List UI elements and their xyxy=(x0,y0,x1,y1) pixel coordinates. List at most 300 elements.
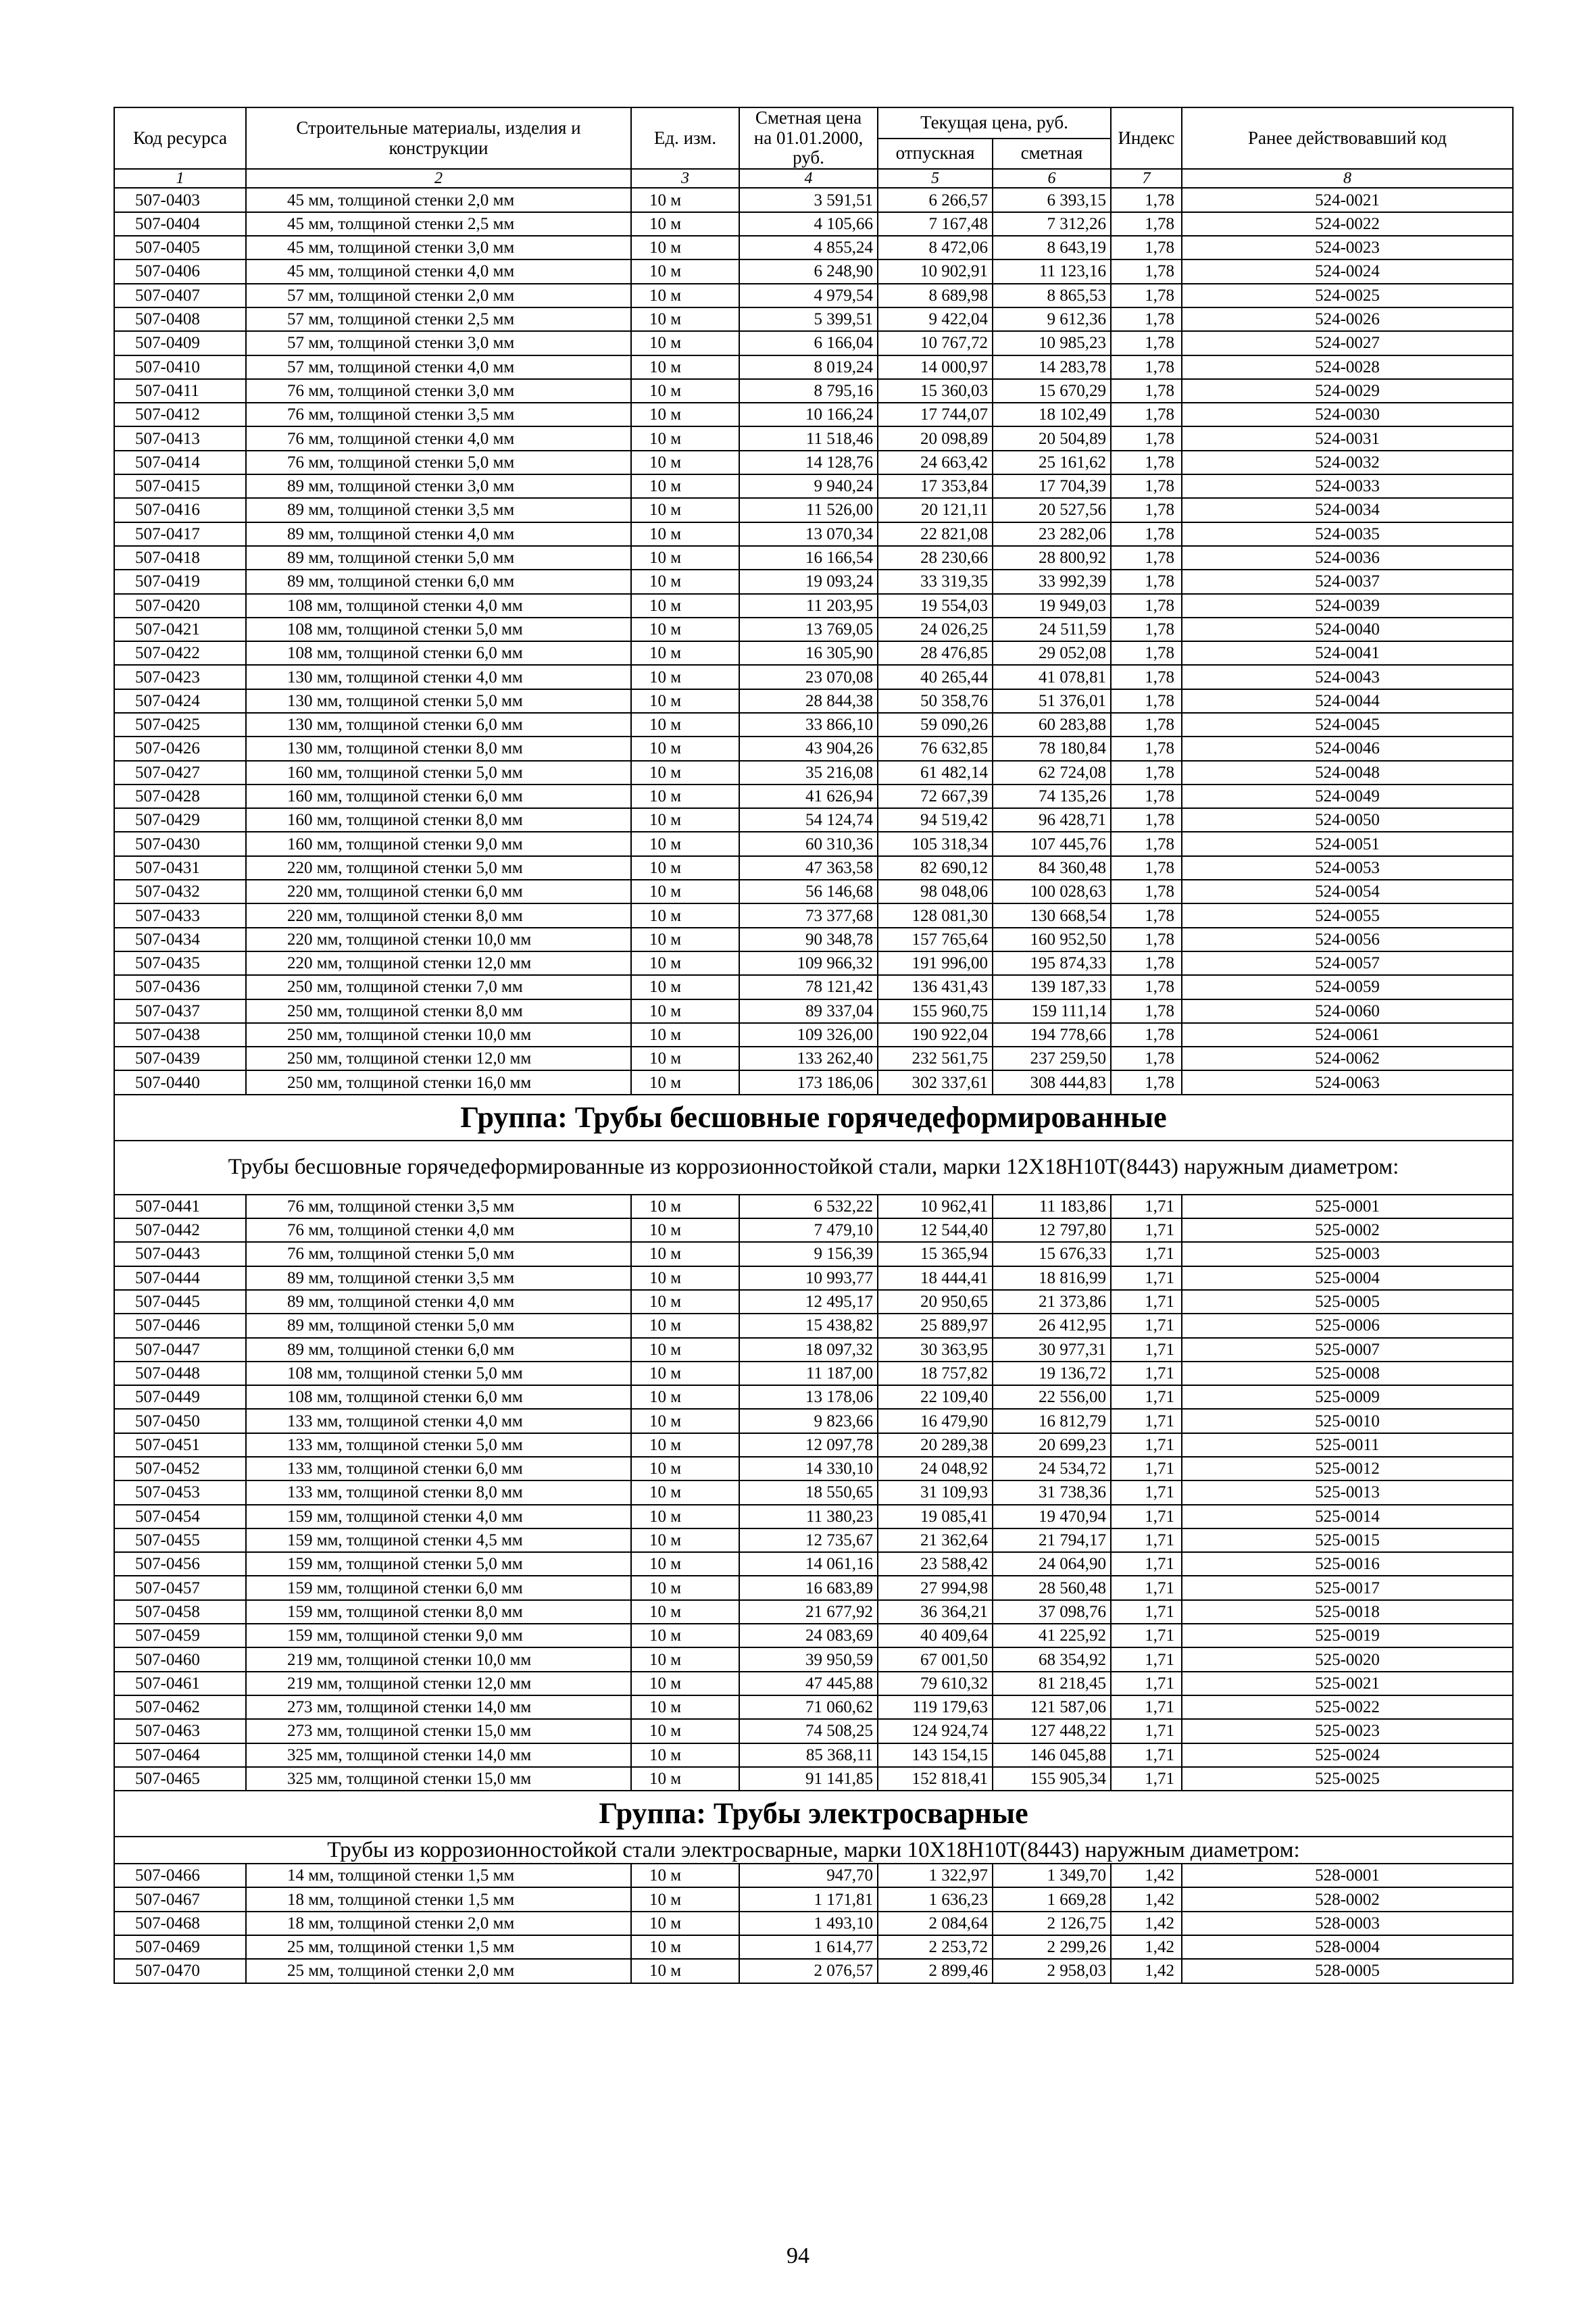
material-name-cell: 130 мм, толщиной стенки 5,0 мм xyxy=(246,689,631,713)
unit-cell: 10 м xyxy=(631,1767,739,1791)
release-price-cell: 94 519,42 xyxy=(878,808,993,832)
table-row xyxy=(114,689,1513,713)
index-cell: 1,42 xyxy=(1111,1912,1182,1935)
material-name-cell: 133 мм, толщиной стенки 4,0 мм xyxy=(246,1409,631,1433)
previous-code-cell: 524-0046 xyxy=(1182,737,1513,760)
unit-cell: 10 м xyxy=(631,1362,739,1385)
table-row xyxy=(114,259,1513,283)
release-price-cell: 136 431,43 xyxy=(878,975,993,999)
index-cell: 1,71 xyxy=(1111,1409,1182,1433)
resource-code-cell: 507-0406 xyxy=(114,259,246,283)
estimated-price-cell: 2 299,26 xyxy=(993,1935,1111,1959)
price-2000-cell: 89 337,04 xyxy=(739,999,878,1023)
release-price-cell: 22 821,08 xyxy=(878,522,993,546)
resource-code-cell: 507-0463 xyxy=(114,1719,246,1743)
resource-code-cell: 507-0470 xyxy=(114,1959,246,1983)
release-price-cell: 124 924,74 xyxy=(878,1719,993,1743)
resource-code-cell: 507-0420 xyxy=(114,594,246,618)
release-price-cell: 25 889,97 xyxy=(878,1314,993,1337)
unit-cell: 10 м xyxy=(631,856,739,880)
price-2000-cell: 10 993,77 xyxy=(739,1266,878,1290)
table-row xyxy=(114,1864,1513,1887)
index-cell: 1,78 xyxy=(1111,570,1182,593)
material-name-cell: 159 мм, толщиной стенки 8,0 мм xyxy=(246,1600,631,1624)
release-price-cell: 24 663,42 xyxy=(878,451,993,474)
resource-code-cell: 507-0430 xyxy=(114,832,246,855)
previous-code-cell: 525-0020 xyxy=(1182,1647,1513,1671)
price-2000-cell: 9 823,66 xyxy=(739,1409,878,1433)
index-cell: 1,71 xyxy=(1111,1338,1182,1362)
price-2000-cell: 8 795,16 xyxy=(739,379,878,403)
estimated-price-cell: 12 797,80 xyxy=(993,1218,1111,1242)
table-row xyxy=(114,1338,1513,1362)
previous-code-cell: 528-0005 xyxy=(1182,1959,1513,1983)
material-name-cell: 89 мм, толщиной стенки 3,0 мм xyxy=(246,474,631,498)
estimated-price-cell: 26 412,95 xyxy=(993,1314,1111,1337)
price-2000-cell: 3 591,51 xyxy=(739,188,878,211)
release-price-cell: 59 090,26 xyxy=(878,713,993,737)
estimated-price-cell: 41 225,92 xyxy=(993,1624,1111,1647)
material-name-cell: 89 мм, толщиной стенки 3,5 мм xyxy=(246,1266,631,1290)
unit-cell: 10 м xyxy=(631,498,739,522)
unit-cell: 10 м xyxy=(631,713,739,737)
table-row xyxy=(114,1695,1513,1719)
unit-cell: 10 м xyxy=(631,1719,739,1743)
price-2000-cell: 90 348,78 xyxy=(739,928,878,951)
price-2000-cell: 13 769,05 xyxy=(739,618,878,641)
table-row xyxy=(114,713,1513,737)
table-row xyxy=(114,856,1513,880)
resource-code-cell: 507-0443 xyxy=(114,1242,246,1266)
index-cell: 1,78 xyxy=(1111,259,1182,283)
table-row xyxy=(114,307,1513,331)
estimated-price-cell: 20 504,89 xyxy=(993,426,1111,450)
price-2000-cell: 947,70 xyxy=(739,1864,878,1887)
price-2000-cell: 73 377,68 xyxy=(739,903,878,927)
table-row xyxy=(114,1023,1513,1047)
unit-cell: 10 м xyxy=(631,1887,739,1911)
column-number: 5 xyxy=(878,169,993,188)
unit-cell: 10 м xyxy=(631,1070,739,1094)
estimated-price-cell: 24 511,59 xyxy=(993,618,1111,641)
previous-code-cell: 525-0019 xyxy=(1182,1624,1513,1647)
estimated-price-cell: 2 958,03 xyxy=(993,1959,1111,1983)
table-row xyxy=(114,1959,1513,1983)
material-name-cell: 89 мм, толщиной стенки 6,0 мм xyxy=(246,570,631,593)
material-name-cell: 89 мм, толщиной стенки 5,0 мм xyxy=(246,1314,631,1337)
material-name-cell: 220 мм, толщиной стенки 8,0 мм xyxy=(246,903,631,927)
previous-code-cell: 524-0029 xyxy=(1182,379,1513,403)
price-2000-cell: 13 178,06 xyxy=(739,1385,878,1409)
resource-code-cell: 507-0451 xyxy=(114,1433,246,1457)
estimated-price-cell: 15 676,33 xyxy=(993,1242,1111,1266)
table-row xyxy=(114,403,1513,426)
header-release-price: отпускная xyxy=(878,139,993,170)
previous-code-cell: 524-0039 xyxy=(1182,594,1513,618)
estimated-price-cell: 2 126,75 xyxy=(993,1912,1111,1935)
index-cell: 1,78 xyxy=(1111,474,1182,498)
unit-cell: 10 м xyxy=(631,1505,739,1528)
unit-cell: 10 м xyxy=(631,641,739,665)
release-price-cell: 18 444,41 xyxy=(878,1266,993,1290)
previous-code-cell: 525-0004 xyxy=(1182,1266,1513,1290)
estimated-price-cell: 308 444,83 xyxy=(993,1070,1111,1094)
release-price-cell: 18 757,82 xyxy=(878,1362,993,1385)
material-name-cell: 57 мм, толщиной стенки 3,0 мм xyxy=(246,331,631,355)
unit-cell: 10 м xyxy=(631,1864,739,1887)
release-price-cell: 105 318,34 xyxy=(878,832,993,855)
column-number: 3 xyxy=(631,169,739,188)
unit-cell: 10 м xyxy=(631,594,739,618)
material-name-cell: 76 мм, толщиной стенки 3,5 мм xyxy=(246,1195,631,1218)
estimated-price-cell: 19 136,72 xyxy=(993,1362,1111,1385)
table-row xyxy=(114,808,1513,832)
material-name-cell: 250 мм, толщиной стенки 8,0 мм xyxy=(246,999,631,1023)
previous-code-cell: 524-0059 xyxy=(1182,975,1513,999)
previous-code-cell: 528-0001 xyxy=(1182,1864,1513,1887)
release-price-cell: 79 610,32 xyxy=(878,1672,993,1695)
release-price-cell: 82 690,12 xyxy=(878,856,993,880)
estimated-price-cell: 25 161,62 xyxy=(993,451,1111,474)
material-name-cell: 76 мм, толщиной стенки 3,5 мм xyxy=(246,403,631,426)
table-row xyxy=(114,1409,1513,1433)
resource-code-cell: 507-0421 xyxy=(114,618,246,641)
release-price-cell: 1 636,23 xyxy=(878,1887,993,1911)
previous-code-cell: 524-0049 xyxy=(1182,785,1513,808)
table-row xyxy=(114,1047,1513,1070)
resource-code-cell: 507-0432 xyxy=(114,880,246,903)
index-cell: 1,78 xyxy=(1111,307,1182,331)
previous-code-cell: 525-0001 xyxy=(1182,1195,1513,1218)
index-cell: 1,78 xyxy=(1111,618,1182,641)
price-2000-cell: 6 166,04 xyxy=(739,331,878,355)
group2-heading xyxy=(114,1095,1513,1195)
estimated-price-cell: 68 354,92 xyxy=(993,1647,1111,1671)
table-row xyxy=(114,1290,1513,1314)
price-2000-cell: 5 399,51 xyxy=(739,307,878,331)
table-row xyxy=(114,999,1513,1023)
unit-cell: 10 м xyxy=(631,1218,739,1242)
index-cell: 1,78 xyxy=(1111,951,1182,975)
index-cell: 1,71 xyxy=(1111,1218,1182,1242)
resource-code-cell: 507-0416 xyxy=(114,498,246,522)
unit-cell: 10 м xyxy=(631,236,739,259)
previous-code-cell: 524-0022 xyxy=(1182,212,1513,236)
group2-rows xyxy=(114,1195,1513,1791)
unit-cell: 10 м xyxy=(631,426,739,450)
release-price-cell: 2 899,46 xyxy=(878,1959,993,1983)
index-cell: 1,78 xyxy=(1111,236,1182,259)
previous-code-cell: 524-0033 xyxy=(1182,474,1513,498)
estimated-price-cell: 30 977,31 xyxy=(993,1338,1111,1362)
unit-cell: 10 м xyxy=(631,689,739,713)
price-2000-cell: 47 363,58 xyxy=(739,856,878,880)
resource-code-cell: 507-0426 xyxy=(114,737,246,760)
resource-code-cell: 507-0437 xyxy=(114,999,246,1023)
previous-code-cell: 525-0024 xyxy=(1182,1743,1513,1767)
previous-code-cell: 528-0003 xyxy=(1182,1912,1513,1935)
index-cell: 1,78 xyxy=(1111,785,1182,808)
release-price-cell: 21 362,64 xyxy=(878,1528,993,1552)
index-cell: 1,78 xyxy=(1111,188,1182,211)
table-row xyxy=(114,1242,1513,1266)
group-subtitle: Трубы из коррозионностойкой стали электросварные, марки 10Х18Н10Т(8443) наружным диаметром: xyxy=(114,1837,1513,1864)
estimated-price-cell: 18 816,99 xyxy=(993,1266,1111,1290)
index-cell: 1,78 xyxy=(1111,331,1182,355)
estimated-price-cell: 29 052,08 xyxy=(993,641,1111,665)
price-2000-cell: 14 128,76 xyxy=(739,451,878,474)
estimated-price-cell: 28 800,92 xyxy=(993,546,1111,570)
price-2000-cell: 4 855,24 xyxy=(739,236,878,259)
header-previous-code: Ранее действовавший код xyxy=(1182,107,1513,169)
unit-cell: 10 м xyxy=(631,1266,739,1290)
unit-cell: 10 м xyxy=(631,451,739,474)
release-price-cell: 28 476,85 xyxy=(878,641,993,665)
material-name-cell: 220 мм, толщиной стенки 5,0 мм xyxy=(246,856,631,880)
header-current-price: Текущая цена, руб. xyxy=(878,107,1111,139)
release-price-cell: 27 994,98 xyxy=(878,1576,993,1599)
material-name-cell: 160 мм, толщиной стенки 8,0 мм xyxy=(246,808,631,832)
unit-cell: 10 м xyxy=(631,1528,739,1552)
estimated-price-cell: 31 738,36 xyxy=(993,1480,1111,1504)
table-row xyxy=(114,903,1513,927)
previous-code-cell: 524-0060 xyxy=(1182,999,1513,1023)
resource-code-cell: 507-0454 xyxy=(114,1505,246,1528)
price-2000-cell: 35 216,08 xyxy=(739,761,878,785)
estimated-price-cell: 11 123,16 xyxy=(993,259,1111,283)
previous-code-cell: 524-0025 xyxy=(1182,284,1513,307)
table-row xyxy=(114,1362,1513,1385)
previous-code-cell: 525-0014 xyxy=(1182,1505,1513,1528)
previous-code-cell: 528-0004 xyxy=(1182,1935,1513,1959)
material-name-cell: 220 мм, толщиной стенки 6,0 мм xyxy=(246,880,631,903)
price-2000-cell: 11 380,23 xyxy=(739,1505,878,1528)
previous-code-cell: 525-0008 xyxy=(1182,1362,1513,1385)
release-price-cell: 33 319,35 xyxy=(878,570,993,593)
unit-cell: 10 м xyxy=(631,1552,739,1576)
unit-cell: 10 м xyxy=(631,1385,739,1409)
index-cell: 1,42 xyxy=(1111,1935,1182,1959)
price-2000-cell: 43 904,26 xyxy=(739,737,878,760)
release-price-cell: 28 230,66 xyxy=(878,546,993,570)
price-2000-cell: 11 203,95 xyxy=(739,594,878,618)
material-name-cell: 130 мм, толщиной стенки 8,0 мм xyxy=(246,737,631,760)
column-number: 7 xyxy=(1111,169,1182,188)
release-price-cell: 128 081,30 xyxy=(878,903,993,927)
index-cell: 1,78 xyxy=(1111,403,1182,426)
table-row xyxy=(114,1505,1513,1528)
previous-code-cell: 525-0013 xyxy=(1182,1480,1513,1504)
unit-cell: 10 м xyxy=(631,474,739,498)
unit-cell: 10 м xyxy=(631,951,739,975)
release-price-cell: 20 289,38 xyxy=(878,1433,993,1457)
header-index: Индекс xyxy=(1111,107,1182,169)
resource-code-cell: 507-0448 xyxy=(114,1362,246,1385)
index-cell: 1,78 xyxy=(1111,546,1182,570)
index-cell: 1,78 xyxy=(1111,713,1182,737)
table-row xyxy=(114,355,1513,379)
table-row xyxy=(114,1314,1513,1337)
release-price-cell: 157 765,64 xyxy=(878,928,993,951)
price-2000-cell: 7 479,10 xyxy=(739,1218,878,1242)
price-2000-cell: 6 532,22 xyxy=(739,1195,878,1218)
index-cell: 1,78 xyxy=(1111,451,1182,474)
index-cell: 1,71 xyxy=(1111,1647,1182,1671)
previous-code-cell: 525-0009 xyxy=(1182,1385,1513,1409)
estimated-price-cell: 121 587,06 xyxy=(993,1695,1111,1719)
previous-code-cell: 524-0030 xyxy=(1182,403,1513,426)
previous-code-cell: 525-0015 xyxy=(1182,1528,1513,1552)
price-2000-cell: 16 305,90 xyxy=(739,641,878,665)
material-name-cell: 108 мм, толщиной стенки 5,0 мм xyxy=(246,1362,631,1385)
estimated-price-cell: 62 724,08 xyxy=(993,761,1111,785)
estimated-price-cell: 20 699,23 xyxy=(993,1433,1111,1457)
table-row xyxy=(114,284,1513,307)
material-name-cell: 220 мм, толщиной стенки 10,0 мм xyxy=(246,928,631,951)
release-price-cell: 24 048,92 xyxy=(878,1457,993,1480)
price-2000-cell: 1 171,81 xyxy=(739,1887,878,1911)
price-2000-cell: 16 166,54 xyxy=(739,546,878,570)
table-row xyxy=(114,594,1513,618)
previous-code-cell: 524-0061 xyxy=(1182,1023,1513,1047)
material-name-cell: 160 мм, толщиной стенки 6,0 мм xyxy=(246,785,631,808)
table-row xyxy=(114,236,1513,259)
price-2000-cell: 18 097,32 xyxy=(739,1338,878,1362)
release-price-cell: 67 001,50 xyxy=(878,1647,993,1671)
previous-code-cell: 524-0044 xyxy=(1182,689,1513,713)
material-name-cell: 45 мм, толщиной стенки 2,5 мм xyxy=(246,212,631,236)
resource-code-cell: 507-0412 xyxy=(114,403,246,426)
column-number: 8 xyxy=(1182,169,1513,188)
table-row xyxy=(114,1070,1513,1094)
unit-cell: 10 м xyxy=(631,761,739,785)
material-name-cell: 45 мм, толщиной стенки 4,0 мм xyxy=(246,259,631,283)
release-price-cell: 31 109,93 xyxy=(878,1480,993,1504)
previous-code-cell: 524-0062 xyxy=(1182,1047,1513,1070)
material-name-cell: 108 мм, толщиной стенки 6,0 мм xyxy=(246,641,631,665)
table-row xyxy=(114,785,1513,808)
index-cell: 1,71 xyxy=(1111,1695,1182,1719)
previous-code-cell: 524-0045 xyxy=(1182,713,1513,737)
estimated-price-cell: 237 259,50 xyxy=(993,1047,1111,1070)
material-name-cell: 45 мм, толщиной стенки 2,0 мм xyxy=(246,188,631,211)
table-row xyxy=(114,641,1513,665)
table-row xyxy=(114,451,1513,474)
previous-code-cell: 525-0012 xyxy=(1182,1457,1513,1480)
unit-cell: 10 м xyxy=(631,307,739,331)
release-price-cell: 302 337,61 xyxy=(878,1070,993,1094)
resource-code-cell: 507-0464 xyxy=(114,1743,246,1767)
resource-code-cell: 507-0468 xyxy=(114,1912,246,1935)
release-price-cell: 7 167,48 xyxy=(878,212,993,236)
material-name-cell: 45 мм, толщиной стенки 3,0 мм xyxy=(246,236,631,259)
previous-code-cell: 524-0041 xyxy=(1182,641,1513,665)
release-price-cell: 152 818,41 xyxy=(878,1767,993,1791)
material-name-cell: 76 мм, толщиной стенки 4,0 мм xyxy=(246,426,631,450)
release-price-cell: 76 632,85 xyxy=(878,737,993,760)
release-price-cell: 14 000,97 xyxy=(878,355,993,379)
section1-rows xyxy=(114,188,1513,1094)
estimated-price-cell: 127 448,22 xyxy=(993,1719,1111,1743)
release-price-cell: 16 479,90 xyxy=(878,1409,993,1433)
release-price-cell: 17 353,84 xyxy=(878,474,993,498)
estimated-price-cell: 37 098,76 xyxy=(993,1600,1111,1624)
material-name-cell: 250 мм, толщиной стенки 12,0 мм xyxy=(246,1047,631,1070)
release-price-cell: 8 472,06 xyxy=(878,236,993,259)
unit-cell: 10 м xyxy=(631,331,739,355)
material-name-cell: 133 мм, толщиной стенки 5,0 мм xyxy=(246,1433,631,1457)
estimated-price-cell: 19 949,03 xyxy=(993,594,1111,618)
resource-code-cell: 507-0403 xyxy=(114,188,246,211)
unit-cell: 10 м xyxy=(631,737,739,760)
unit-cell: 10 м xyxy=(631,1576,739,1599)
estimated-price-cell: 96 428,71 xyxy=(993,808,1111,832)
index-cell: 1,71 xyxy=(1111,1314,1182,1337)
price-table-sheet xyxy=(114,107,1512,1984)
resource-code-cell: 507-0445 xyxy=(114,1290,246,1314)
price-2000-cell: 91 141,85 xyxy=(739,1767,878,1791)
price-2000-cell: 78 121,42 xyxy=(739,975,878,999)
price-2000-cell: 15 438,82 xyxy=(739,1314,878,1337)
header-materials: Строительные материалы, изделия и конструкции xyxy=(246,107,631,169)
unit-cell: 10 м xyxy=(631,1672,739,1695)
price-2000-cell: 41 626,94 xyxy=(739,785,878,808)
material-name-cell: 14 мм, толщиной стенки 1,5 мм xyxy=(246,1864,631,1887)
release-price-cell: 15 365,94 xyxy=(878,1242,993,1266)
table-row xyxy=(114,665,1513,689)
price-2000-cell: 1 493,10 xyxy=(739,1912,878,1935)
resource-code-cell: 507-0418 xyxy=(114,546,246,570)
price-2000-cell: 39 950,59 xyxy=(739,1647,878,1671)
table-row xyxy=(114,498,1513,522)
index-cell: 1,71 xyxy=(1111,1242,1182,1266)
resource-code-cell: 507-0428 xyxy=(114,785,246,808)
index-cell: 1,71 xyxy=(1111,1505,1182,1528)
table-row xyxy=(114,188,1513,211)
estimated-price-cell: 146 045,88 xyxy=(993,1743,1111,1767)
estimated-price-cell: 195 874,33 xyxy=(993,951,1111,975)
estimated-price-cell: 8 643,19 xyxy=(993,236,1111,259)
resource-code-cell: 507-0436 xyxy=(114,975,246,999)
material-name-cell: 159 мм, толщиной стенки 4,0 мм xyxy=(246,1505,631,1528)
index-cell: 1,71 xyxy=(1111,1266,1182,1290)
index-cell: 1,78 xyxy=(1111,1070,1182,1094)
price-table xyxy=(114,107,1514,1984)
material-name-cell: 76 мм, толщиной стенки 4,0 мм xyxy=(246,1218,631,1242)
previous-code-cell: 524-0057 xyxy=(1182,951,1513,975)
release-price-cell: 119 179,63 xyxy=(878,1695,993,1719)
index-cell: 1,78 xyxy=(1111,212,1182,236)
estimated-price-cell: 33 992,39 xyxy=(993,570,1111,593)
header-code: Код ресурса xyxy=(114,107,246,169)
release-price-cell: 17 744,07 xyxy=(878,403,993,426)
table-row xyxy=(114,1935,1513,1959)
material-name-cell: 219 мм, толщиной стенки 10,0 мм xyxy=(246,1647,631,1671)
unit-cell: 10 м xyxy=(631,1023,739,1047)
estimated-price-cell: 22 556,00 xyxy=(993,1385,1111,1409)
release-price-cell: 232 561,75 xyxy=(878,1047,993,1070)
release-price-cell: 61 482,14 xyxy=(878,761,993,785)
resource-code-cell: 507-0460 xyxy=(114,1647,246,1671)
index-cell: 1,71 xyxy=(1111,1719,1182,1743)
resource-code-cell: 507-0409 xyxy=(114,331,246,355)
index-cell: 1,71 xyxy=(1111,1600,1182,1624)
index-cell: 1,78 xyxy=(1111,1047,1182,1070)
material-name-cell: 133 мм, толщиной стенки 8,0 мм xyxy=(246,1480,631,1504)
resource-code-cell: 507-0408 xyxy=(114,307,246,331)
resource-code-cell: 507-0427 xyxy=(114,761,246,785)
release-price-cell: 155 960,75 xyxy=(878,999,993,1023)
